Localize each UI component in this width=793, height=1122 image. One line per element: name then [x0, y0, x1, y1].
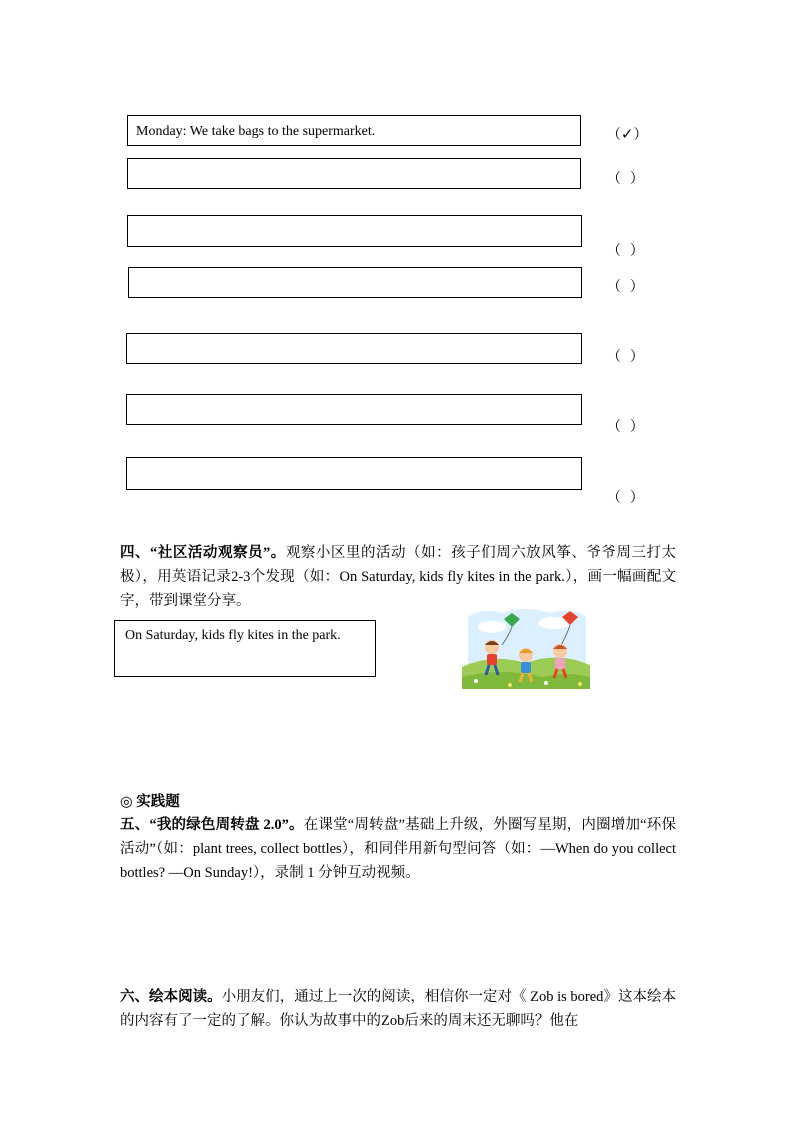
activity-row-6[interactable] [126, 394, 582, 425]
activity-row-3[interactable] [127, 215, 582, 247]
activity-row-1-text: Monday: We take bags to the supermarket. [136, 124, 376, 139]
section-4-paragraph [120, 541, 676, 613]
section-6-heading: 六、绘本阅读。 [120, 989, 222, 1005]
activity-row-4[interactable] [128, 267, 582, 298]
practice-section-label: ◎ 实践题 [120, 794, 180, 810]
activity-row-2-paren[interactable]: （ ） [606, 171, 644, 187]
section-5-heading: 五、“我的绿色周转盘 2.0”。 [120, 817, 304, 833]
section-5-paragraph [120, 813, 676, 885]
section-6-paragraph [120, 985, 676, 1033]
section-4-body: 观察小区里的活动（如：孩子们周六放风筝、爷爷周三打太极），用英语记录2-3个发现（如：On Saturday, kids fly kites in the park.），画一幅画配文字，带到课堂分享。 [120, 545, 677, 609]
activity-row-7-paren[interactable]: （ ） [606, 490, 644, 506]
activity-row-4-paren[interactable]: （ ） [606, 279, 644, 295]
check-mark-icon: ✓ [620, 125, 634, 143]
activity-row-5-paren[interactable]: （ ） [606, 349, 644, 365]
kite-scene-icon [462, 607, 590, 689]
section-4-heading: 四、“社区活动观察员”。 [120, 545, 286, 561]
activity-row-1-paren: （✓） [606, 125, 648, 143]
activity-row-2[interactable] [127, 158, 581, 189]
activity-row-1 [127, 115, 581, 146]
section-6-body: 小朋友们，通过上一次的阅读，相信你一定对《 Zob is bored》这本绘本的内容有了一定的了解。你认为故事中的Zob后来的周末还无聊吗？他在 [120, 989, 677, 1029]
kids-flying-kites-illustration [462, 607, 590, 689]
example-observation-box [114, 620, 376, 677]
activity-row-5[interactable] [126, 333, 582, 364]
example-observation-text: On Saturday, kids fly kites in the park. [125, 628, 341, 643]
activity-row-6-paren[interactable]: （ ） [606, 419, 644, 435]
activity-row-3-paren[interactable]: （ ） [606, 243, 644, 259]
section-5-body: 在课堂“周转盘”基础上升级，外圈写星期，内圈增加“环保活动”（如：plant trees, collect bottles），和同伴用新句型问答（如：—When do you collect bottles? —On Sunday!），录制 1 分钟互动视频。 [120, 817, 676, 881]
activity-row-7[interactable] [126, 457, 582, 490]
